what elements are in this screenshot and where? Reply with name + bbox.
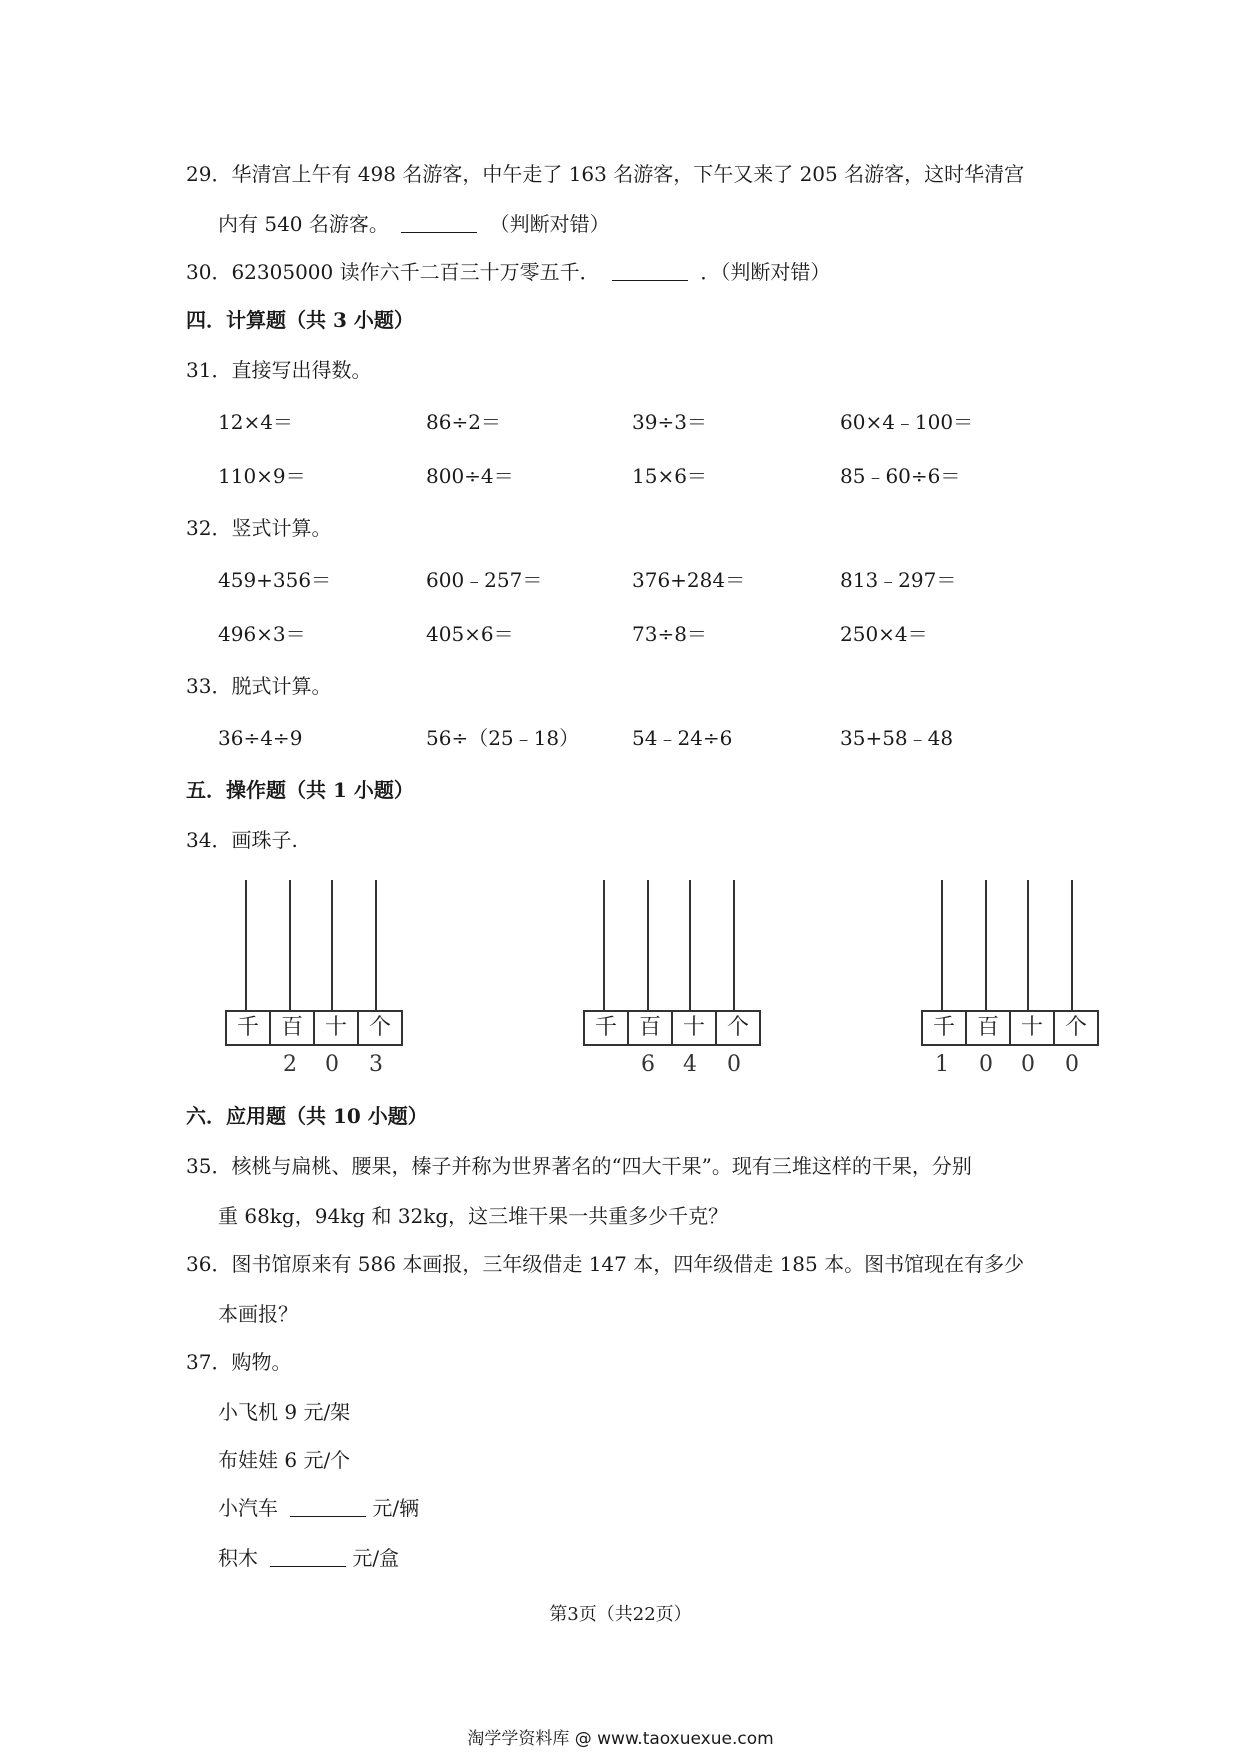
q33-title: 33．脱式计算。: [186, 674, 332, 698]
q35-line1: 35．核桃与扁桃、腰果，榛子并称为世界著名的“四大干果”。现有三堆这样的干果，分别: [186, 1154, 972, 1178]
q34-title: 34．画珠子.: [186, 828, 298, 852]
abacus-rod[interactable]: [375, 880, 377, 1010]
q37-item-label: 积木: [218, 1546, 258, 1570]
place-value-labels: [225, 1010, 403, 1046]
abacus-rod[interactable]: [245, 880, 247, 1010]
abacus-rod[interactable]: [733, 880, 735, 1010]
q37-item-unit: 元/辆: [372, 1496, 420, 1520]
abacus-digit: 0: [979, 1052, 993, 1077]
q37-car-price-blank[interactable]: [290, 1496, 366, 1517]
q32-item: 250×4＝: [840, 622, 928, 646]
place-label: 十: [673, 1012, 717, 1044]
abacus-3[interactable]: [921, 880, 1101, 1080]
q31-item: 110×9＝: [218, 464, 306, 488]
q31-item: 86÷2＝: [426, 410, 501, 434]
q37-item: [218, 1544, 399, 1572]
q32-item: 496×3＝: [218, 622, 306, 646]
q31-item: 60×4﹣100＝: [840, 410, 974, 434]
abacus-1[interactable]: [225, 880, 405, 1080]
place-label: 百: [629, 1012, 673, 1044]
q32-item: 600﹣257＝: [426, 568, 543, 592]
section-6-heading: 六．应用题（共 10 小题）: [186, 1104, 428, 1128]
q32-item: 459+356＝: [218, 568, 332, 592]
place-label: 十: [315, 1012, 359, 1044]
q29-text: 内有 540 名游客。: [218, 212, 389, 236]
place-value-labels: [583, 1010, 761, 1046]
q32-item: 405×6＝: [426, 622, 514, 646]
abacus-digit: 0: [325, 1052, 339, 1077]
abacus-rod[interactable]: [331, 880, 333, 1010]
section-4-heading: 四．计算题（共 3 小题）: [186, 308, 414, 332]
q30-text: 30．62305000 读作六千二百三十万零五千．: [186, 260, 600, 284]
q33-item: 54﹣24÷6: [632, 726, 733, 750]
place-label: 个: [1064, 1015, 1087, 1040]
abacus-digit: 0: [727, 1052, 741, 1077]
abacus-digit: 4: [683, 1052, 697, 1077]
q37-item: [218, 1494, 419, 1522]
q30-line: [186, 258, 830, 286]
q32-item: 813﹣297＝: [840, 568, 957, 592]
place-label: 千: [923, 1012, 967, 1044]
watermark: 淘学学资料库 @ www.taoxuexue.com: [467, 1729, 774, 1749]
q29-line1: 29．华清宫上午有 498 名游客，中午走了 163 名游客，下午又来了 205 名游客，这时华清宫: [186, 162, 1025, 186]
abacus-digit: 2: [283, 1052, 297, 1077]
place-label: 千: [227, 1012, 271, 1044]
q31-item: 12×4＝: [218, 410, 293, 434]
place-label: 百: [967, 1012, 1011, 1044]
abacus-rod[interactable]: [941, 880, 943, 1010]
q32-title: 32．竖式计算。: [186, 516, 332, 540]
q36-line1: 36．图书馆原来有 586 本画报，三年级借走 147 本，四年级借走 185 本。图书馆现在有多少: [186, 1252, 1025, 1276]
q33-item: 36÷4÷9: [218, 726, 303, 750]
q31-title: 31．直接写出得数。: [186, 358, 372, 382]
q36-line2: 本画报？: [218, 1302, 298, 1326]
abacus-digit: 0: [1021, 1052, 1035, 1077]
abacus-2[interactable]: [583, 880, 763, 1080]
q32-item: 73÷8＝: [632, 622, 707, 646]
abacus-digit: 1: [935, 1052, 949, 1077]
q31-item: 15×6＝: [632, 464, 707, 488]
q37-item-label: 小汽车: [218, 1496, 278, 1520]
abacus-rod[interactable]: [689, 880, 691, 1010]
abacus-rod[interactable]: [1071, 880, 1073, 1010]
q33-item: 35+58﹣48: [840, 726, 954, 750]
abacus-rod[interactable]: [985, 880, 987, 1010]
abacus-rod[interactable]: [1027, 880, 1029, 1010]
q37-blocks-price-blank[interactable]: [270, 1546, 346, 1567]
q29-line2: [218, 210, 610, 238]
abacus-digit: 6: [641, 1052, 655, 1077]
place-label: 十: [1011, 1012, 1055, 1044]
q31-item: 800÷4＝: [426, 464, 514, 488]
q31-item: 85﹣60÷6＝: [840, 464, 961, 488]
q30-answer-blank[interactable]: [612, 260, 688, 281]
q37-item-unit: 元/盒: [352, 1546, 400, 1570]
q37-item: 布娃娃 6 元/个: [218, 1448, 351, 1472]
q29-answer-blank[interactable]: [401, 212, 477, 233]
q29-suffix: （判断对错）: [489, 212, 610, 236]
place-label: 千: [585, 1012, 629, 1044]
place-label: 个: [368, 1015, 391, 1040]
q32-item: 376+284＝: [632, 568, 746, 592]
q33-item: 56÷（25﹣18）: [426, 726, 580, 750]
place-label: 百: [271, 1012, 315, 1044]
abacus-rod[interactable]: [603, 880, 605, 1010]
q31-item: 39÷3＝: [632, 410, 707, 434]
q37-item: 小飞机 9 元/架: [218, 1400, 351, 1424]
place-label: 个: [726, 1015, 749, 1040]
abacus-digit: 0: [1065, 1052, 1079, 1077]
q37-title: 37．购物。: [186, 1350, 292, 1374]
section-5-heading: 五．操作题（共 1 小题）: [186, 778, 414, 802]
abacus-rod[interactable]: [647, 880, 649, 1010]
q35-line2: 重 68kg，94kg 和 32kg，这三堆干果一共重多少千克？: [218, 1204, 729, 1228]
q30-suffix: ．（判断对错）: [700, 260, 831, 284]
page-number: 第3页（共22页）: [549, 1604, 692, 1625]
abacus-digit: 3: [369, 1052, 383, 1077]
place-value-labels: [921, 1010, 1099, 1046]
abacus-rod[interactable]: [289, 880, 291, 1010]
